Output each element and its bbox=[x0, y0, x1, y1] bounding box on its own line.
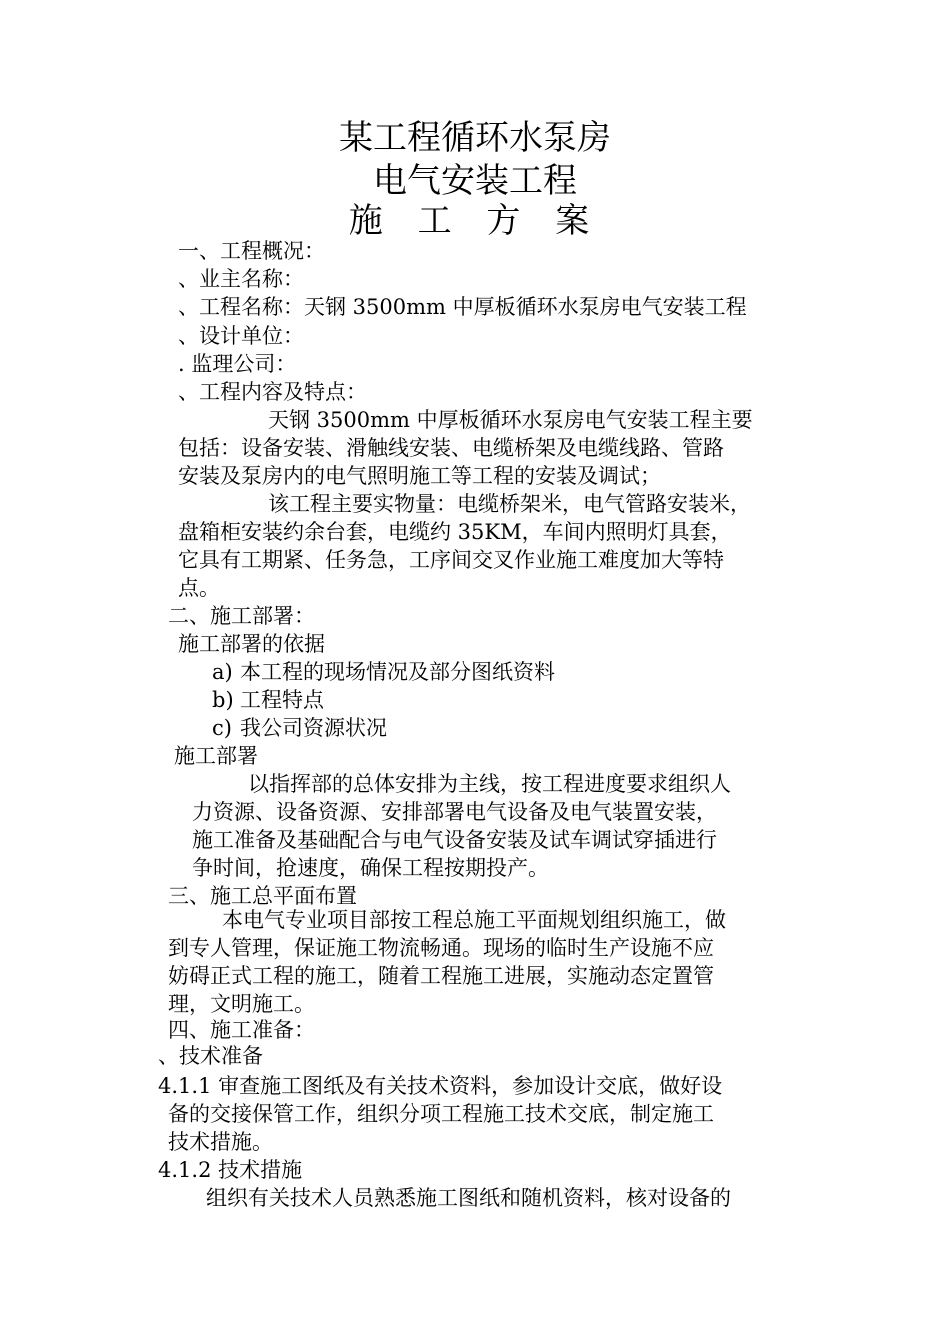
basis-item-marker: a) bbox=[212, 660, 233, 684]
content-paragraph-1-line: 天钢 3500mm 中厚板循环水泵房电气安装工程主要 bbox=[268, 408, 753, 432]
content-paragraph-2-line: 点。 bbox=[178, 576, 220, 600]
content-paragraph-2-line: 盘箱柜安装约余台套，电缆约 35KM，车间内照明灯具套， bbox=[178, 520, 732, 544]
basis-item-marker: c) bbox=[212, 716, 232, 740]
item-4-1-1-line: 4.1.1 审查施工图纸及有关技术资料，参加设计交底，做好设 bbox=[158, 1074, 723, 1098]
basis-item-text: 工程特点 bbox=[240, 688, 324, 712]
document-title-line-2: 电气安装工程 bbox=[373, 161, 577, 201]
supervisor-line: . 监理公司： bbox=[178, 352, 297, 376]
content-heading: 、工程内容及特点： bbox=[178, 380, 367, 404]
basis-item-text: 本工程的现场情况及部分图纸资料 bbox=[240, 660, 555, 684]
tech-prep-heading: 、技术准备 bbox=[158, 1044, 263, 1068]
basis-item-marker: b) bbox=[212, 688, 234, 712]
layout-paragraph-line: 到专人管理，保证施工物流畅通。现场的临时生产设施不应 bbox=[168, 936, 714, 960]
section-3-heading: 三、施工总平面布置 bbox=[168, 884, 357, 908]
document-title-line-1: 某工程循环水泵房 bbox=[339, 118, 611, 158]
deploy-heading: 施工部署 bbox=[174, 744, 258, 768]
layout-paragraph-line: 本电气专业项目部按工程总施工平面规划组织施工，做 bbox=[222, 908, 726, 932]
project-name-line: 、工程名称：天钢 3500mm 中厚板循环水泵房电气安装工程 bbox=[178, 295, 747, 319]
owner-line: 、业主名称： bbox=[178, 267, 304, 291]
deploy-paragraph-line: 以指挥部的总体安排为主线，按工程进度要求组织人 bbox=[248, 772, 731, 796]
item-4-1-1-line: 技术措施。 bbox=[168, 1130, 273, 1154]
item-4-1-2-heading: 4.1.2 技术措施 bbox=[158, 1158, 303, 1182]
basis-item-text: 我公司资源状况 bbox=[240, 716, 387, 740]
deploy-paragraph-line: 力资源、设备资源、安排部署电气设备及电气装置安装， bbox=[192, 800, 717, 824]
deploy-paragraph-line: 施工准备及基础配合与电气设备安装及试车调试穿插进行 bbox=[192, 828, 717, 852]
layout-paragraph-line: 理，文明施工。 bbox=[168, 992, 315, 1016]
section-2-heading: 二、施工部署： bbox=[168, 604, 315, 628]
basis-heading: 施工部署的依据 bbox=[178, 632, 325, 656]
section-4-heading: 四、施工准备： bbox=[168, 1018, 315, 1042]
content-paragraph-1-line: 包括：设备安装、滑触线安装、电缆桥架及电缆线路、管路 bbox=[178, 436, 724, 460]
content-paragraph-2-line: 它具有工期紧、任务急，工序间交叉作业施工难度加大等特 bbox=[178, 548, 724, 572]
deploy-paragraph-line: 争时间，抢速度，确保工程按期投产。 bbox=[192, 856, 549, 880]
item-4-1-2-paragraph-line: 组织有关技术人员熟悉施工图纸和随机资料，核对设备的 bbox=[206, 1186, 731, 1210]
designer-line: 、设计单位： bbox=[178, 324, 304, 348]
section-1-heading: 一、工程概况： bbox=[178, 239, 325, 263]
content-paragraph-1-line: 安装及泵房内的电气照明施工等工程的安装及调试； bbox=[178, 464, 661, 488]
document-title-line-3: 施 工 方 案 bbox=[348, 201, 602, 241]
item-4-1-1-line: 备的交接保管工作，组织分项工程施工技术交底，制定施工 bbox=[168, 1102, 714, 1126]
layout-paragraph-line: 妨碍正式工程的施工，随着工程施工进展，实施动态定置管 bbox=[168, 964, 714, 988]
content-paragraph-2-line: 该工程主要实物量：电缆桥架米，电气管路安装米， bbox=[268, 492, 751, 516]
